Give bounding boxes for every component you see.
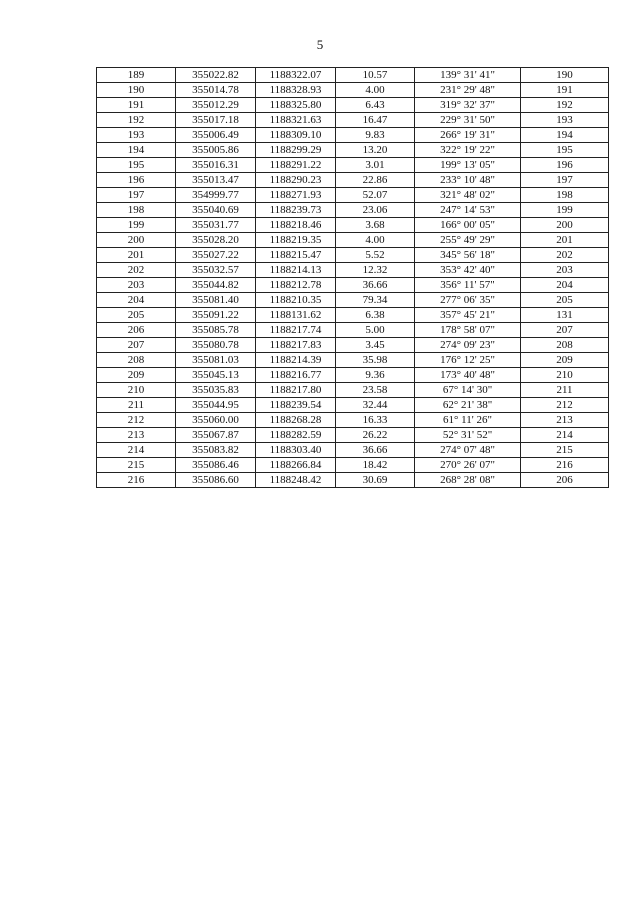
next-point-cell: 203 — [521, 263, 609, 278]
bearing-cell: 229° 31' 50" — [415, 113, 521, 128]
table-row — [97, 233, 609, 248]
distance-cell: 16.33 — [336, 413, 415, 428]
next-point-cell: 210 — [521, 368, 609, 383]
distance-cell: 26.22 — [336, 428, 415, 443]
next-point-cell: 209 — [521, 353, 609, 368]
point-number-cell: 213 — [97, 428, 176, 443]
next-point-cell: 211 — [521, 383, 609, 398]
bearing-cell: 176° 12' 25" — [415, 353, 521, 368]
bearing-cell: 233° 10' 48" — [415, 173, 521, 188]
x-coordinate-cell: 355083.82 — [176, 443, 256, 458]
table-row — [97, 443, 609, 458]
bearing-cell: 356° 11' 57" — [415, 278, 521, 293]
next-point-cell: 131 — [521, 308, 609, 323]
point-number-cell: 205 — [97, 308, 176, 323]
distance-cell: 35.98 — [336, 353, 415, 368]
next-point-cell: 201 — [521, 233, 609, 248]
y-coordinate-cell: 1188325.80 — [256, 98, 336, 113]
table-row — [97, 458, 609, 473]
distance-cell: 9.36 — [336, 368, 415, 383]
bearing-cell: 62° 21' 38" — [415, 398, 521, 413]
x-coordinate-cell: 355040.69 — [176, 203, 256, 218]
distance-cell: 13.20 — [336, 143, 415, 158]
distance-cell: 36.66 — [336, 278, 415, 293]
x-coordinate-cell: 355032.57 — [176, 263, 256, 278]
y-coordinate-cell: 1188131.62 — [256, 308, 336, 323]
point-number-cell: 199 — [97, 218, 176, 233]
distance-cell: 10.57 — [336, 68, 415, 83]
table-row — [97, 143, 609, 158]
next-point-cell: 214 — [521, 428, 609, 443]
table-row — [97, 203, 609, 218]
distance-cell: 12.32 — [336, 263, 415, 278]
next-point-cell: 205 — [521, 293, 609, 308]
distance-cell: 79.34 — [336, 293, 415, 308]
bearing-cell: 255° 49' 29" — [415, 233, 521, 248]
y-coordinate-cell: 1188217.74 — [256, 323, 336, 338]
table-row — [97, 263, 609, 278]
point-number-cell: 197 — [97, 188, 176, 203]
y-coordinate-cell: 1188215.47 — [256, 248, 336, 263]
table-row — [97, 128, 609, 143]
table-row — [97, 428, 609, 443]
y-coordinate-cell: 1188282.59 — [256, 428, 336, 443]
distance-cell: 36.66 — [336, 443, 415, 458]
x-coordinate-cell: 355027.22 — [176, 248, 256, 263]
table-row — [97, 83, 609, 98]
bearing-cell: 231° 29' 48" — [415, 83, 521, 98]
bearing-cell: 139° 31' 41" — [415, 68, 521, 83]
next-point-cell: 198 — [521, 188, 609, 203]
bearing-cell: 274° 07' 48" — [415, 443, 521, 458]
next-point-cell: 199 — [521, 203, 609, 218]
x-coordinate-cell: 355035.83 — [176, 383, 256, 398]
table-row — [97, 353, 609, 368]
y-coordinate-cell: 1188217.83 — [256, 338, 336, 353]
bearing-cell: 166° 00' 05" — [415, 218, 521, 233]
point-number-cell: 189 — [97, 68, 176, 83]
table-row — [97, 158, 609, 173]
y-coordinate-cell: 1188239.73 — [256, 203, 336, 218]
next-point-cell: 207 — [521, 323, 609, 338]
bearing-cell: 357° 45' 21" — [415, 308, 521, 323]
next-point-cell: 200 — [521, 218, 609, 233]
table-row — [97, 323, 609, 338]
point-number-cell: 198 — [97, 203, 176, 218]
table-row — [97, 473, 609, 488]
bearing-cell: 52° 31' 52" — [415, 428, 521, 443]
y-coordinate-cell: 1188210.35 — [256, 293, 336, 308]
y-coordinate-cell: 1188218.46 — [256, 218, 336, 233]
bearing-cell: 321° 48' 02" — [415, 188, 521, 203]
x-coordinate-cell: 355060.00 — [176, 413, 256, 428]
bearing-cell: 67° 14' 30" — [415, 383, 521, 398]
x-coordinate-cell: 355044.95 — [176, 398, 256, 413]
x-coordinate-cell: 355028.20 — [176, 233, 256, 248]
bearing-cell: 266° 19' 31" — [415, 128, 521, 143]
x-coordinate-cell: 355085.78 — [176, 323, 256, 338]
next-point-cell: 216 — [521, 458, 609, 473]
point-number-cell: 208 — [97, 353, 176, 368]
point-number-cell: 201 — [97, 248, 176, 263]
distance-cell: 6.43 — [336, 98, 415, 113]
x-coordinate-cell: 355017.18 — [176, 113, 256, 128]
y-coordinate-cell: 1188321.63 — [256, 113, 336, 128]
table-row — [97, 368, 609, 383]
distance-cell: 22.86 — [336, 173, 415, 188]
x-coordinate-cell: 355005.86 — [176, 143, 256, 158]
next-point-cell: 191 — [521, 83, 609, 98]
bearing-cell: 270° 26' 07" — [415, 458, 521, 473]
x-coordinate-cell: 355045.13 — [176, 368, 256, 383]
point-number-cell: 207 — [97, 338, 176, 353]
point-number-cell: 195 — [97, 158, 176, 173]
bearing-cell: 319° 32' 37" — [415, 98, 521, 113]
y-coordinate-cell: 1188309.10 — [256, 128, 336, 143]
y-coordinate-cell: 1188212.78 — [256, 278, 336, 293]
x-coordinate-cell: 355031.77 — [176, 218, 256, 233]
bearing-cell: 199° 13' 05" — [415, 158, 521, 173]
y-coordinate-cell: 1188271.93 — [256, 188, 336, 203]
distance-cell: 5.52 — [336, 248, 415, 263]
bearing-cell: 322° 19' 22" — [415, 143, 521, 158]
distance-cell: 32.44 — [336, 398, 415, 413]
y-coordinate-cell: 1188217.80 — [256, 383, 336, 398]
x-coordinate-cell: 354999.77 — [176, 188, 256, 203]
distance-cell: 18.42 — [336, 458, 415, 473]
point-number-cell: 210 — [97, 383, 176, 398]
point-number-cell: 215 — [97, 458, 176, 473]
next-point-cell: 208 — [521, 338, 609, 353]
x-coordinate-cell: 355081.40 — [176, 293, 256, 308]
distance-cell: 9.83 — [336, 128, 415, 143]
distance-cell: 23.58 — [336, 383, 415, 398]
y-coordinate-cell: 1188248.42 — [256, 473, 336, 488]
point-number-cell: 206 — [97, 323, 176, 338]
table-row — [97, 113, 609, 128]
x-coordinate-cell: 355081.03 — [176, 353, 256, 368]
next-point-cell: 192 — [521, 98, 609, 113]
x-coordinate-cell: 355013.47 — [176, 173, 256, 188]
table-row — [97, 308, 609, 323]
table-row — [97, 278, 609, 293]
next-point-cell: 206 — [521, 473, 609, 488]
x-coordinate-cell: 355044.82 — [176, 278, 256, 293]
x-coordinate-cell: 355014.78 — [176, 83, 256, 98]
distance-cell: 52.07 — [336, 188, 415, 203]
y-coordinate-cell: 1188219.35 — [256, 233, 336, 248]
bearing-cell: 353° 42' 40" — [415, 263, 521, 278]
table-row — [97, 188, 609, 203]
point-number-cell: 216 — [97, 473, 176, 488]
distance-cell: 16.47 — [336, 113, 415, 128]
page-number: 5 — [316, 37, 324, 52]
point-number-cell: 214 — [97, 443, 176, 458]
bearing-cell: 277° 06' 35" — [415, 293, 521, 308]
y-coordinate-cell: 1188239.54 — [256, 398, 336, 413]
table-row — [97, 68, 609, 83]
x-coordinate-cell: 355086.60 — [176, 473, 256, 488]
distance-cell: 23.06 — [336, 203, 415, 218]
x-coordinate-cell: 355086.46 — [176, 458, 256, 473]
point-number-cell: 203 — [97, 278, 176, 293]
distance-cell: 30.69 — [336, 473, 415, 488]
bearing-cell: 268° 28' 08" — [415, 473, 521, 488]
next-point-cell: 197 — [521, 173, 609, 188]
x-coordinate-cell: 355006.49 — [176, 128, 256, 143]
table-row — [97, 98, 609, 113]
point-number-cell: 209 — [97, 368, 176, 383]
distance-cell: 6.38 — [336, 308, 415, 323]
table-row — [97, 293, 609, 308]
point-number-cell: 204 — [97, 293, 176, 308]
bearing-cell: 178° 58' 07" — [415, 323, 521, 338]
bearing-cell: 247° 14' 53" — [415, 203, 521, 218]
point-number-cell: 200 — [97, 233, 176, 248]
table-row — [97, 248, 609, 263]
y-coordinate-cell: 1188322.07 — [256, 68, 336, 83]
x-coordinate-cell: 355067.87 — [176, 428, 256, 443]
y-coordinate-cell: 1188299.29 — [256, 143, 336, 158]
table-row — [97, 383, 609, 398]
point-number-cell: 212 — [97, 413, 176, 428]
distance-cell: 3.68 — [336, 218, 415, 233]
y-coordinate-cell: 1188268.28 — [256, 413, 336, 428]
point-number-cell: 202 — [97, 263, 176, 278]
bearing-cell: 274° 09' 23" — [415, 338, 521, 353]
distance-cell: 4.00 — [336, 233, 415, 248]
next-point-cell: 202 — [521, 248, 609, 263]
point-number-cell: 192 — [97, 113, 176, 128]
next-point-cell: 195 — [521, 143, 609, 158]
y-coordinate-cell: 1188214.39 — [256, 353, 336, 368]
next-point-cell: 194 — [521, 128, 609, 143]
x-coordinate-cell: 355022.82 — [176, 68, 256, 83]
point-number-cell: 193 — [97, 128, 176, 143]
y-coordinate-cell: 1188291.22 — [256, 158, 336, 173]
bearing-cell: 345° 56' 18" — [415, 248, 521, 263]
table-row — [97, 173, 609, 188]
x-coordinate-cell: 355091.22 — [176, 308, 256, 323]
point-number-cell: 194 — [97, 143, 176, 158]
y-coordinate-cell: 1188328.93 — [256, 83, 336, 98]
coordinates-table-body — [97, 68, 609, 488]
bearing-cell: 61° 11' 26" — [415, 413, 521, 428]
y-coordinate-cell: 1188266.84 — [256, 458, 336, 473]
x-coordinate-cell: 355012.29 — [176, 98, 256, 113]
distance-cell: 5.00 — [336, 323, 415, 338]
next-point-cell: 196 — [521, 158, 609, 173]
table-row — [97, 413, 609, 428]
next-point-cell: 204 — [521, 278, 609, 293]
next-point-cell: 212 — [521, 398, 609, 413]
table-row — [97, 338, 609, 353]
next-point-cell: 215 — [521, 443, 609, 458]
table-row — [97, 398, 609, 413]
point-number-cell: 211 — [97, 398, 176, 413]
x-coordinate-cell: 355080.78 — [176, 338, 256, 353]
y-coordinate-cell: 1188290.23 — [256, 173, 336, 188]
x-coordinate-cell: 355016.31 — [176, 158, 256, 173]
distance-cell: 3.45 — [336, 338, 415, 353]
table-row — [97, 218, 609, 233]
distance-cell: 4.00 — [336, 83, 415, 98]
point-number-cell: 191 — [97, 98, 176, 113]
distance-cell: 3.01 — [336, 158, 415, 173]
next-point-cell: 193 — [521, 113, 609, 128]
point-number-cell: 190 — [97, 83, 176, 98]
point-number-cell: 196 — [97, 173, 176, 188]
y-coordinate-cell: 1188214.13 — [256, 263, 336, 278]
y-coordinate-cell: 1188303.40 — [256, 443, 336, 458]
bearing-cell: 173° 40' 48" — [415, 368, 521, 383]
next-point-cell: 213 — [521, 413, 609, 428]
next-point-cell: 190 — [521, 68, 609, 83]
coordinates-table — [96, 67, 609, 488]
y-coordinate-cell: 1188216.77 — [256, 368, 336, 383]
